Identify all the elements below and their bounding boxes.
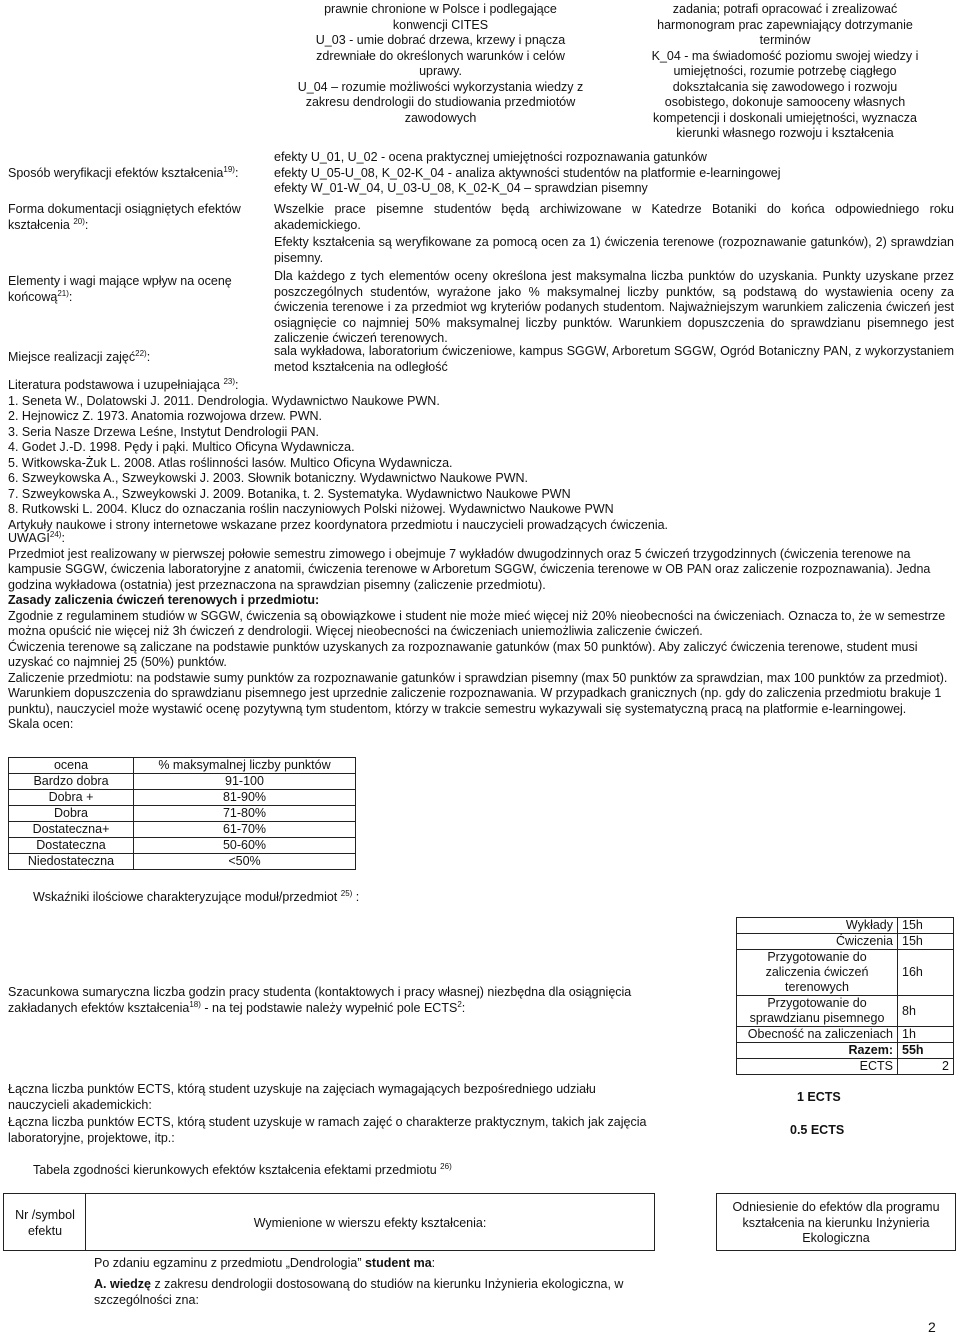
grade-row xyxy=(9,790,356,806)
compliance-col3-label: Odniesienie do efektów dla programu kształcenia na kierunku Inżynieria Ekologiczna xyxy=(732,1200,940,1245)
top-middle-line: U_04 – rozumie możliwości wykorzystania wiedzy z xyxy=(297,79,584,94)
top-middle-line: zakresu dendrologii do studiowania przedmiotów xyxy=(305,95,576,109)
place-label: Miejsce realizacji zajęć$^{22)}$: xyxy=(8,348,151,364)
top-right-line: harmonogram prac zapewniający dotrzymanie xyxy=(657,17,913,32)
grade-cell: 81-90% xyxy=(134,790,356,806)
verification-line: efekty U_05-U_08, K_02-K_04 - analiza aktywności studentów na platformie e-learningowej xyxy=(274,165,781,180)
top-middle-line: konwencji CITES xyxy=(392,17,489,32)
compliance-col1-label: Nr /symbol efektu xyxy=(15,1208,75,1238)
grade-cell: 50-60% xyxy=(134,838,356,854)
hours-value: 2 xyxy=(898,1059,954,1075)
grade-header-cell: ocena xyxy=(9,758,134,774)
hours-row xyxy=(737,1059,954,1075)
grade-cell: <50% xyxy=(134,854,356,870)
top-right-line: K_04 - ma świadomość poziomu swojej wiedzy i xyxy=(651,48,919,63)
hours-row xyxy=(737,996,954,1027)
literature-item: 3. Seria Nasze Drzewa Leśne, Instytut Dendrologii PAN. xyxy=(8,424,320,439)
grade-cell: 91-100 xyxy=(134,774,356,790)
compliance-heading: Tabela zgodności kierunkowych efektów kształcenia efektami przedmiotu $^{26)}$ xyxy=(33,1161,452,1177)
hours-row xyxy=(737,934,954,950)
hours-row xyxy=(737,950,954,996)
workload-text: Szacunkowa sumaryczna liczba godzin pracy studenta (kontaktowych i pracy własnej) niezbędna dla osiągnięcia zakładanych efektów kształcenia$^{18)}$ - na tej podstawie należy wypełnić pole ECTS$^2$: xyxy=(8,985,632,1015)
hours-label: Wykłady xyxy=(737,918,898,934)
page-number: 2 xyxy=(928,1319,936,1335)
top-middle-line: U_03 - umie dobrać drzewa, krzewy i pnącza xyxy=(315,33,566,47)
hours-row xyxy=(737,918,954,934)
grade-row xyxy=(9,822,356,838)
top-middle-line: prawnie chronione w Polsce i podlegające xyxy=(324,2,557,16)
verification-line: efekty U_01, U_02 - ocena praktycznej umiejętności rozpoznawania gatunków xyxy=(274,150,707,164)
top-middle-line: zawodowych xyxy=(404,110,477,125)
knowledge-intro: A. wiedzę z zakresu dendrologii dostosowaną do studiów na kierunku Inżynieria ekologiczna, w szczególności zna: xyxy=(94,1277,624,1307)
top-middle-line: zdrewniałe do określonych warunków i celów xyxy=(316,48,565,63)
ects-practical-text: Łączna liczba punktów ECTS, którą student uzyskuje w ramach zajęć o charakterze praktycznym, takich jak zajęcia laboratoryjne, projektowe, itp.: xyxy=(8,1115,647,1145)
elements-value xyxy=(274,235,954,347)
uwagi-paragraph: Ćwiczenia terenowe są zaliczane na podstawie punktów uzyskanych za rozpoznawanie gatunków (max 50 punktów). Aby zaliczyć ćwiczenia terenowe, student musi uzyskać co najmniej 25 (50%) punktów. xyxy=(8,639,918,669)
literature-item: 8. Rutkowski L. 2004. Klucz do oznaczania roślin naczyniowych Polski niżowej. Wydawnictwo Naukowe PWN xyxy=(8,502,614,516)
literature-item: 4. Godet J.-D. 1998. Pędy i pąki. Multico Oficyna Wydawnicza. xyxy=(8,440,355,454)
elements-text-1: Efekty kształcenia są weryfikowane za pomocą ocen za 1) ćwiczenia terenowe (rozpoznawanie gatunków), 2) sprawdzian pisemny. xyxy=(274,235,954,265)
verification-line: efekty W_01-W_04, U_03-U_08, K_02-K_04 – sprawdzian pisemny xyxy=(274,181,648,195)
hours-label: Przygotowanie do zaliczenia ćwiczeń terenowych xyxy=(737,950,898,996)
grade-cell: Dostateczna xyxy=(9,838,134,854)
uwagi-heading: UWAGI$^{24)}$: xyxy=(8,529,65,545)
hours-label: ECTS xyxy=(737,1059,898,1075)
top-right-line: umiejętności, rozumie potrzebę ciągłego xyxy=(673,64,897,78)
grade-cell: Bardzo dobra xyxy=(9,774,134,790)
top-right-column xyxy=(612,2,958,142)
grade-table-header xyxy=(9,758,356,774)
grade-cell: Dobra xyxy=(9,806,134,822)
hours-value: 1h xyxy=(898,1027,954,1043)
hours-value: 8h xyxy=(898,996,954,1027)
grade-row xyxy=(9,774,356,790)
literature-item: 5. Witkowska-Żuk L. 2008. Atlas roślinności lasów. Multico Oficyna Wydawnicza. xyxy=(8,455,453,470)
verification-value xyxy=(274,150,954,197)
grade-row xyxy=(9,806,356,822)
top-right-line: zadania; potrafi opracować i zrealizować xyxy=(672,2,898,16)
documentation-value: Wszelkie prace pisemne studentów będą archiwizowane w Katedrze Botaniki do końca odpowiedniego roku akademickiego. xyxy=(274,202,954,232)
grade-row xyxy=(9,854,356,870)
grade-row xyxy=(9,838,356,854)
hours-value: 55h xyxy=(898,1043,954,1059)
hours-row xyxy=(737,1027,954,1043)
top-middle-column xyxy=(268,2,613,126)
literature-articles: Artykuły naukowe i strony internetowe wskazane przez koordynatora przedmiotu i nauczycieli prowadzących ćwiczenia. xyxy=(8,517,669,532)
hours-value: 15h xyxy=(898,918,954,934)
grade-cell: Dobra + xyxy=(9,790,134,806)
hours-value: 16h xyxy=(898,950,954,996)
hours-label: Obecność na zaliczeniach xyxy=(737,1027,898,1043)
hours-label: Ćwiczenia xyxy=(737,934,898,950)
grade-cell: 71-80% xyxy=(134,806,356,822)
literature-item: 6. Szweykowska A., Szweykowski J. 2003. Słownik botaniczny. Wydawnictwo Naukowe PWN. xyxy=(8,471,528,485)
grade-header-cell: % maksymalnej liczby punktów xyxy=(134,758,356,774)
grade-cell: Niedostateczna xyxy=(9,854,134,870)
literature-section xyxy=(8,378,953,533)
documentation-label: Forma dokumentacji osiągniętych efektów kształcenia $^{20)}$: xyxy=(8,202,241,232)
hours-label: Przygotowanie do sprawdzianu pisemnego xyxy=(737,996,898,1027)
hours-table xyxy=(736,917,954,1075)
uwagi-section xyxy=(8,531,952,733)
verification-label: Sposób weryfikacji efektów kształcenia$^{19)}$: xyxy=(8,164,239,180)
top-right-line: terminów xyxy=(759,33,811,47)
top-right-line: kompetencji i doskonali umiejętności, wyznacza xyxy=(652,110,917,125)
hours-value: 15h xyxy=(898,934,954,950)
elements-label: Elementy i wagi mające wpływ na ocenę końcową$^{21)}$: xyxy=(8,274,232,304)
ects-contact-text: Łączna liczba punktów ECTS, którą student uzyskuje na zajęciach wymagających bezpośredniego udziału nauczycieli akademickich: xyxy=(8,1082,596,1112)
top-right-line: dokształcania się zawodowego i rozwoju xyxy=(672,79,898,94)
compliance-col2-label: Wymienione w wierszu efekty kształcenia: xyxy=(253,1216,487,1230)
grade-scale-table xyxy=(8,757,356,870)
literature-item: 1. Seneta W., Dolatowski J. 2011. Dendrologia. Wydawnictwo Naukowe PWN. xyxy=(8,393,440,408)
grade-cell: 61-70% xyxy=(134,822,356,838)
hours-label: Razem: xyxy=(737,1043,898,1059)
grade-cell: Dostateczna+ xyxy=(9,822,134,838)
elements-text-2: Dla każdego z tych elementów oceny określona jest maksymalna liczba punktów do uzyskania. Punkty uzyskane przez poszczególnych studentów, wyrażone jako % maksymalnej liczby punktów, są podstawą do wystawienia oceny za ćwiczenia terenowe i za przedmiot wg kryteriów podanych studentom. Najważniejszym warunkiem zaliczenia ćwiczeń jest osiągnięcie co najmniej 50% maksymalnej liczby punktów. Warunkiem dopuszczenia do sprawdzianu pisemnego jest zaliczenie ćwiczeń terenowych. xyxy=(274,269,954,345)
uwagi-paragraph: Zgodnie z regulaminem studiów w SGGW, ćwiczenia są obowiązkowe i student nie może mieć więcej niż 20% nieobecności na ćwiczeniach. Oznacza to, że w semestrze można opuścić nie więcej niż 3h ćwiczeń z dendrologii. Więcej nieobecności na ćwiczeniach uniemożliwia zaliczenie ćwiczeń. xyxy=(8,608,946,638)
literature-item: 7. Szweykowska A., Szweykowski J. 2009. Botanika, t. 2. Systematyka. Wydawnictwo Naukowe PWN xyxy=(8,486,571,501)
hours-row xyxy=(737,1043,954,1059)
uwagi-paragraph: Zaliczenie przedmiotu: na podstawie sumy punktów za rozpoznawanie gatunków i sprawdzian pisemny (max 50 punktów za sprawdzian, max 100 punktów za przedmiot). Warunkiem dopuszczenia do sprawdzianu pisemnego jest uprzednie zaliczenie rozpoznawania. W przypadkach granicznych (np. gdy do zaliczenia przedmiotu brakuje 1 punktu), nauczyciel może wystawić ocenę pozytywną tym studentom, którzy w trakcie semestru wykazywali się systematyczną pracą na platformie e-learningowej. xyxy=(8,670,948,716)
place-value: sala wykładowa, laboratorium ćwiczeniowe, kampus SGGW, Arboretum SGGW, Ogród Botaniczny PAN, z wykorzystaniem metod kształcenia na odległość xyxy=(274,344,954,374)
literature-list xyxy=(8,394,953,518)
exam-intro: Po zdaniu egzaminu z przedmiotu „Dendrologia” student ma: xyxy=(94,1256,436,1270)
indicators-heading: Wskaźniki ilościowe charakteryzujące moduł/przedmiot $^{25)}$ : xyxy=(33,888,360,904)
rules-heading: Zasady zaliczenia ćwiczeń terenowych i przedmiotu: xyxy=(8,593,320,607)
top-right-line: osobistego, dokonuje samooceny własnych xyxy=(664,95,906,109)
scale-heading: Skala ocen: xyxy=(8,717,74,731)
ects-practical-value: 0.5 ECTS xyxy=(790,1123,845,1137)
top-right-line: kierunki własnego rozwoju i kształcenia xyxy=(676,126,894,140)
literature-heading: Literatura podstawowa i uzupełniająca $^{23)}$: xyxy=(8,376,239,392)
ects-contact-value: 1 ECTS xyxy=(797,1090,841,1104)
top-middle-line: uprawy. xyxy=(419,64,462,78)
uwagi-paragraph: Przedmiot jest realizowany w pierwszej połowie semestru zimowego i obejmuje 7 wykładów dwugodzinnych oraz 5 ćwiczeń trzygodzinnych (ćwiczenia terenowe na kampusie SGGW, ćwiczenia laboratoryjne z anatomii, ćwiczenia terenowe w Arboretum SGGW, ćwiczenia terenowe w OB PAN oraz zaliczenie rozpoznawania). Jedna godzina wykładowa (ostatnia) jest przeznaczona na sprawdzian pisemny (zaliczenie przedmiotu). xyxy=(8,546,931,592)
literature-item: 2. Hejnowicz Z. 1973. Anatomia rozwojowa drzew. PWN. xyxy=(8,409,323,423)
